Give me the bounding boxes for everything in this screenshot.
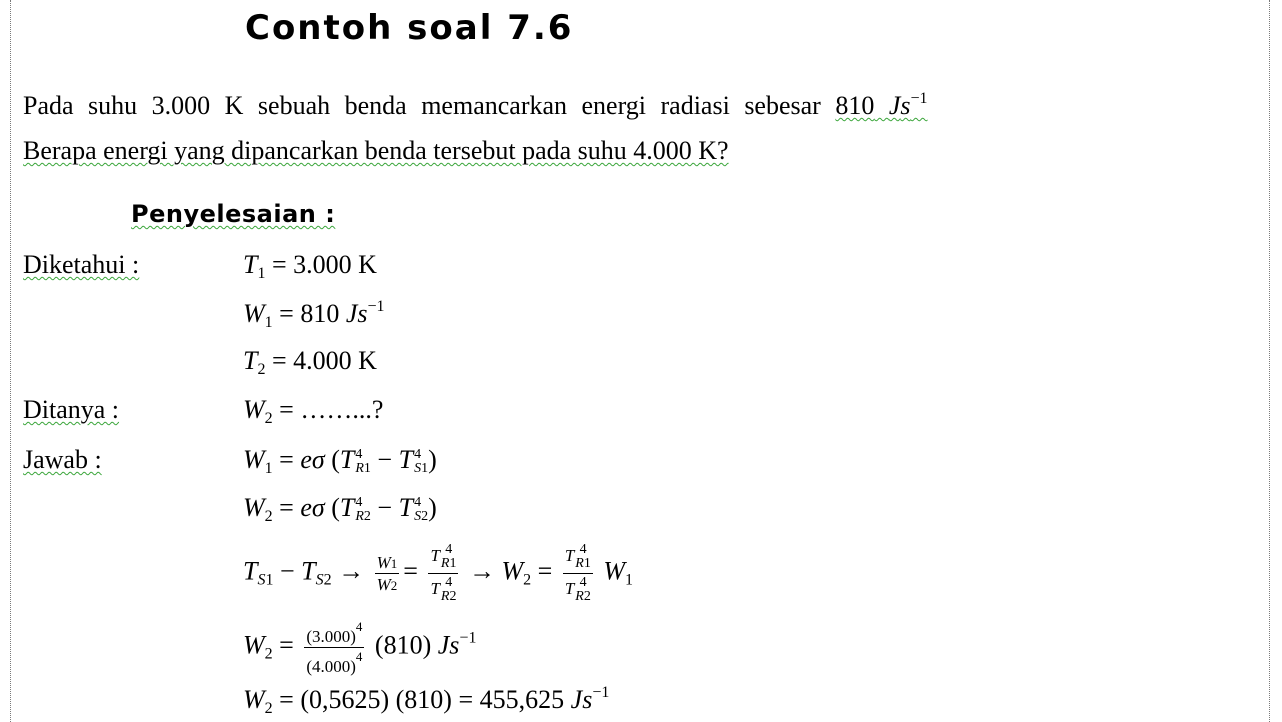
problem-energy-value: 810 $Js^{-1}$	[835, 90, 928, 120]
page-title: Contoh soal 7.6	[245, 8, 574, 48]
eq-t1: $T_1 = 3.000$ K	[243, 250, 377, 282]
problem-line-1	[23, 90, 928, 121]
eq-w1: $W_1 = 810$ $Js^{-1}$	[243, 298, 385, 331]
problem-line-1-text: Pada suhu 3.000 K sebuah benda memancarkan energi radiasi sebesar	[23, 91, 821, 120]
document-page	[10, 0, 1270, 722]
label-answer: Jawab :	[23, 445, 102, 474]
eq-w2-formula: $W_2 = e\sigma$ (T 4 R2 − T 4 S2 )	[243, 493, 437, 525]
problem-line-2: Berapa energi yang dipancarkan benda tersebut pada suhu 4.000 K?	[23, 136, 729, 165]
eq-ratio: $T_{S1} - T_{S2}$ → $\frac{W1}{W2}$ = T 4 R1 T 4 R2 → $W_2$ = T 4 R1 T 4 R2 $W_1$	[243, 542, 634, 604]
eq-t2: $T_2 = 4.000$ K	[243, 346, 377, 378]
eq-substitution: $W_2$ = $\frac{(3.000)^4}{(4.000)^4}$ (810) $Js^{-1}$	[243, 619, 477, 676]
label-asked: Ditanya :	[23, 395, 120, 424]
solution-heading: Penyelesaian :	[131, 200, 336, 228]
eq-w2-asked: $W_2$ = ……...?	[243, 395, 384, 427]
eq-w1-formula: $W_1 = e\sigma$ (T 4 R1 − T 4 S1 )	[243, 445, 437, 477]
label-known: Diketahui :	[23, 250, 140, 279]
eq-result: $W_2 = (0,5625) (810) = 455,625$ $Js^{-1}$	[243, 684, 610, 717]
